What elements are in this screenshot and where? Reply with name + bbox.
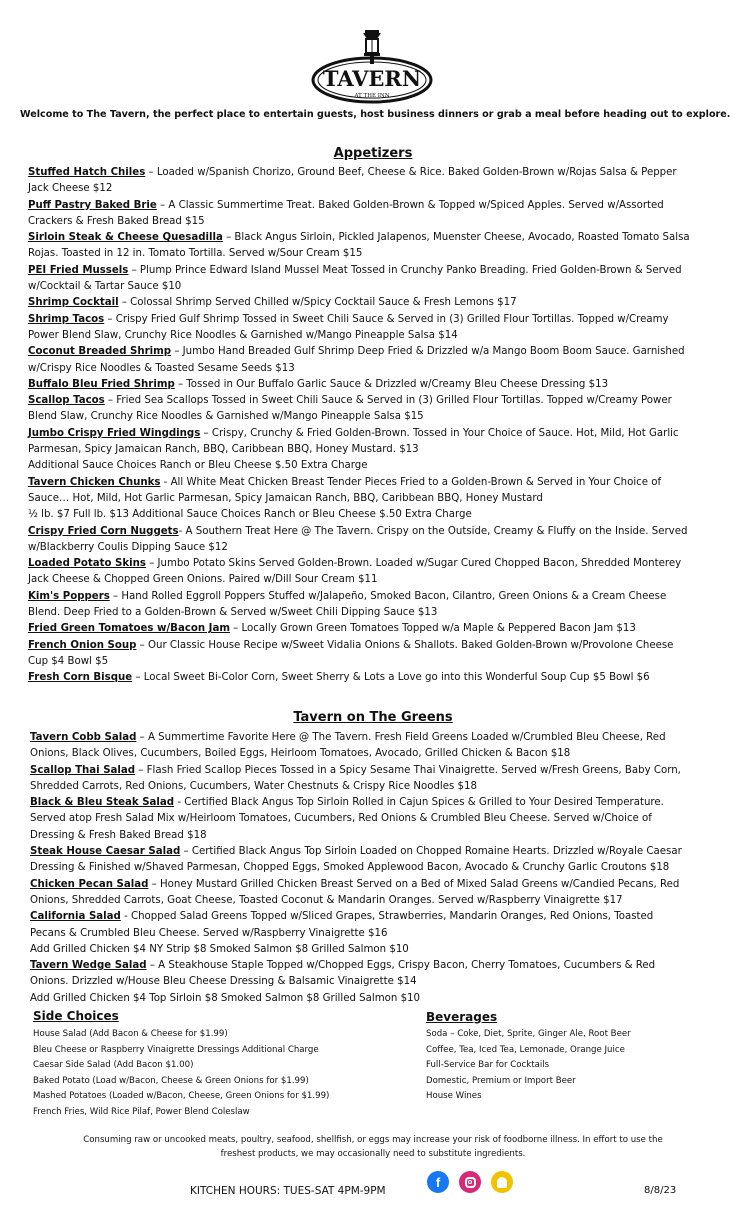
menu-item-description: – Our Classic House Recipe w/Sweet Vidalia Onions & Shallots. Baked Golden-Brown w/Provolone Cheese (136, 639, 674, 651)
menu-item-line (30, 877, 722, 893)
menu-item-description: – Black Angus Sirloin, Pickled Jalapenos, Muenster Cheese, Avocado, Roasted Tomato Salsa (222, 232, 690, 244)
menu-item-description: – Tossed in Our Buffalo Garlic Sauce & Drizzled w/Creamy Bleu Cheese Dressing $13 (174, 378, 609, 390)
menu-item-description: w/Crispy Rice Noodles & Toasted Sesame Seeds $13 (28, 362, 295, 374)
menu-item (30, 730, 722, 763)
menu-item-description: – Jumbo Hand Breaded Gulf Shrimp Deep Fried & Drizzled w/a Mango Boom Boom Sauce. Garnished (171, 346, 685, 358)
menu-item-name: Fried Green Tomatoes w/Bacon Jam (28, 623, 230, 635)
menu-item-line (28, 393, 722, 409)
greens-list (30, 730, 722, 1007)
side-choice-item: Baked Potato (Load w/Bacon, Cheese & Green Onions for $1.99) (33, 1075, 309, 1086)
menu-item (30, 958, 722, 1007)
menu-item-line (28, 524, 722, 540)
menu-item-description: Onions, Black Olives, Cucumbers, Boiled Eggs, Heirloom Tomatoes, Avocado, Grilled Chicken & Bacon $18 (30, 748, 571, 760)
menu-item-name: Steak House Caesar Salad (30, 846, 181, 858)
menu-item-description: w/Cocktail & Tartar Sauce $10 (28, 281, 182, 293)
menu-item-line (28, 361, 722, 377)
menu-item-line (28, 295, 722, 311)
menu-item-line (28, 165, 722, 181)
menu-item-name: Tavern Cobb Salad (30, 732, 137, 743)
beverages-title: Beverages (426, 1010, 498, 1024)
facebook-icon[interactable]: f (427, 1171, 449, 1193)
menu-item-line (30, 974, 722, 990)
menu-item (30, 795, 722, 844)
menu-item-description: – A Steakhouse Staple Topped w/Chopped Eggs, Crispy Bacon, Cherry Tomatoes, Cucumbers & Red (146, 960, 656, 972)
menu-item-line (28, 312, 722, 328)
menu-item-line (30, 860, 722, 876)
beverage-item: Domestic, Premium or Import Beer (426, 1075, 576, 1086)
menu-item-description: Dressing & Fresh Baked Bread $18 (30, 829, 207, 841)
menu-item-description: – Loaded w/Spanish Chorizo, Ground Beef, Cheese & Rice. Baked Golden-Brown w/Rojas Salsa & Pepper (145, 167, 677, 178)
menu-item-line (28, 377, 722, 393)
menu-item-line (30, 730, 722, 746)
beverage-item: Soda – Coke, Diet, Sprite, Ginger Ale, Root Beer (426, 1029, 631, 1039)
side-choice-item: Bleu Cheese or Raspberry Vinaigrette Dressings Additional Charge (33, 1044, 319, 1055)
menu-item-line (28, 328, 722, 344)
menu-item-description: Add Grilled Chicken $4 Top Sirloin $8 Smoked Salmon $8 Grilled Salmon $10 (30, 992, 421, 1004)
menu-item-name: Shrimp Tacos (28, 313, 105, 325)
menu-item-description: - All White Meat Chicken Breast Tender Pieces Fried to a Golden-Brown & Served in Your Choice of (160, 476, 662, 488)
menu-item (28, 295, 722, 311)
menu-item-description: Pecans & Crumbled Bleu Cheese. Served w/Raspberry Vinaigrette $16 (30, 927, 388, 939)
menu-item-description: – A Summertime Favorite Here @ The Tavern. Fresh Field Greens Loaded w/Crumbled Bleu Cheese, Red (136, 732, 666, 743)
welcome-text: Welcome to The Tavern, the perfect place to entertain guests, host business dinners or grab a meal before heading out to explore. (20, 109, 731, 120)
menu-item-description: – Fried Sea Scallops Tossed in Sweet Chili Sauce & Served in (3) Grilled Flour Tortillas. Topped w/Creamy Power (104, 395, 672, 407)
menu-item-line (28, 181, 722, 197)
menu-item-description: – Locally Grown Green Tomatoes Topped w/a Maple & Peppered Bacon Jam $13 (229, 623, 636, 635)
menu-item-line (30, 926, 722, 942)
tavern-logo (310, 28, 434, 108)
beverages-list (426, 1027, 631, 1105)
menu-item-description: – Crispy Fried Gulf Shrimp Tossed in Sweet Chili Sauce & Served in (3) Grilled Flour Tortillas. Topped w/Creamy (104, 313, 669, 325)
menu-item-line (28, 214, 722, 230)
disclaimer-line: freshest products, we may occasionally need to substitute ingredients. (220, 1149, 526, 1159)
menu-item (28, 263, 722, 296)
menu-item (28, 589, 722, 622)
menu-item-line (28, 230, 722, 246)
menu-item-description: – Flash Fried Scallop Pieces Tossed in a Spicy Sesame Thai Vinaigrette. Served w/Fresh Greens, Baby Corn, (135, 764, 681, 776)
menu-item-line (28, 572, 722, 588)
menu-item-description: - Chopped Salad Greens Topped w/Sliced Grapes, Strawberries, Mandarin Oranges, Red Onions, Toasted (120, 911, 654, 923)
menu-item-line (30, 746, 722, 762)
menu-item-name: French Onion Soup (28, 639, 137, 651)
svg-text:TAVERN: TAVERN (322, 66, 422, 91)
menu-item (28, 165, 722, 198)
disclaimer-line: Consuming raw or uncooked meats, poultry, seafood, shellfish, or eggs may increase your risk of foodborne illness. In effort to use the (83, 1135, 663, 1145)
kitchen-hours: KITCHEN HOURS: TUES-SAT 4PM-9PM (190, 1185, 386, 1197)
menu-item-name: California Salad (30, 911, 121, 923)
menu-item-line (28, 198, 722, 214)
menu-item-description: – Plump Prince Edward Island Mussel Meat Tossed in Crunchy Panko Breading. Fried Golden-Brown & Served (128, 264, 682, 276)
menu-item-line (28, 654, 722, 670)
menu-item-line (28, 638, 722, 654)
menu-item-name: Kim's Poppers (28, 590, 110, 602)
menu-date: 8/8/23 (644, 1185, 677, 1196)
menu-item-description: Cup $4 Bowl $5 (28, 655, 109, 667)
side-choice-item: House Salad (Add Bacon & Cheese for $1.99) (33, 1029, 228, 1039)
menu-item-name: Puff Pastry Baked Brie (28, 199, 157, 211)
menu-item-name: Crispy Fried Corn Nuggets (28, 525, 179, 537)
beverage-item: House Wines (426, 1091, 482, 1102)
side-choices-list (33, 1027, 329, 1121)
menu-item-name: Loaded Potato Skins (28, 558, 146, 570)
beverage-item: Full-Service Bar for Cocktails (426, 1060, 550, 1071)
menu-item-line (30, 844, 722, 860)
menu-item-line (30, 958, 722, 974)
menu-item-line (28, 344, 722, 360)
menu-item-line (28, 475, 722, 491)
side-choice-item: Mashed Potatoes (Loaded w/Bacon, Cheese, Green Onions for $1.99) (33, 1091, 330, 1102)
menu-item-description: - A Southern Treat Here @ The Tavern. Crispy on the Outside, Creamy & Fluffy on the Inside. Served (178, 525, 688, 537)
menu-item-description: Add Grilled Chicken $4 NY Strip $8 Smoked Salmon $8 Grilled Salmon $10 (30, 943, 409, 955)
menu-item-description: – Honey Mustard Grilled Chicken Breast Served on a Bed of Mixed Salad Greens w/Candied Pecans, Red (148, 878, 680, 890)
menu-item-line (30, 942, 722, 958)
menu-item-name: Stuffed Hatch Chiles (28, 167, 146, 178)
menu-item-name: PEI Fried Mussels (28, 264, 129, 276)
menu-item-name: Buffalo Bleu Fried Shrimp (28, 378, 175, 390)
menu-item-description: Power Blend Slaw, Crunchy Rice Noodles & Garnished w/Mango Pineapple Salsa $14 (28, 329, 458, 341)
menu-item (28, 475, 722, 524)
menu-item (30, 877, 722, 910)
menu-item-line (28, 279, 722, 295)
menu-item-description: – Crispy, Crunchy & Fried Golden-Brown. Tossed in Your Choice of Sauce. Hot, Mild, Hot Garlic (200, 427, 679, 439)
menu-item-description: – Jumbo Potato Skins Served Golden-Brown. Loaded w/Sugar Cured Chopped Bacon, Shredded Monterey (145, 558, 682, 570)
menu-item (28, 621, 722, 637)
menu-item (28, 377, 722, 393)
menu-item (28, 198, 722, 231)
menu-item-line (28, 621, 722, 637)
menu-item-name: Black & Bleu Steak Salad (30, 797, 175, 809)
menu-item-name: Coconut Breaded Shrimp (28, 346, 172, 358)
menu-item-description: Blend Slaw, Crunchy Rice Noodles & Garnished w/Mango Pineapple Salsa $15 (28, 411, 424, 423)
menu-item (30, 763, 722, 796)
menu-item-description: Sauce… Hot, Mild, Hot Garlic Parmesan, Spicy Jamaican Ranch, BBQ, Caribbean BBQ, Honey Mustard (28, 492, 543, 504)
menu-item-line (28, 246, 722, 262)
menu-item-line (28, 263, 722, 279)
menu-item-line (28, 409, 722, 425)
menu-item (28, 344, 722, 377)
menu-item-description: Served atop Fresh Salad Mix w/Heirloom Tomatoes, Cucumbers, Red Onions & Crumbled Bleu Cheese. Served w/Choice of (30, 813, 652, 825)
menu-item (28, 393, 722, 426)
menu-item (30, 909, 722, 958)
menu-item-line (30, 795, 722, 811)
menu-item-description: Crackers & Fresh Baked Bread $15 (28, 215, 205, 227)
appetizers-title: Appetizers (333, 146, 413, 161)
menu-item-description: – Colossal Shrimp Served Chilled w/Spicy Cocktail Sauce & Fresh Lemons $17 (118, 297, 517, 309)
menu-item-name: Scallop Thai Salad (30, 764, 136, 776)
menu-item (28, 426, 722, 475)
menu-item-description: – A Classic Summertime Treat. Baked Golden-Brown & Topped w/Spiced Apples. Served w/Assorted (156, 199, 664, 211)
svg-text:AT THE INN: AT THE INN (354, 93, 390, 99)
menu-item-line (28, 540, 722, 556)
menu-item-line (28, 605, 722, 621)
menu-item (28, 670, 722, 686)
snapchat-icon[interactable] (491, 1171, 513, 1193)
side-choice-item: Caesar Side Salad (Add Bacon $1.00) (33, 1060, 194, 1071)
menu-item-line (30, 991, 722, 1007)
menu-item (28, 312, 722, 345)
menu-item (28, 556, 722, 589)
menu-item-line (30, 909, 722, 925)
lantern-logo-icon (310, 28, 434, 108)
menu-item-description: Jack Cheese & Chopped Green Onions. Paired w/Dill Sour Cream $11 (28, 574, 378, 586)
menu-item-line (30, 828, 722, 844)
menu-item-name: Scallop Tacos (28, 395, 105, 407)
instagram-icon[interactable] (459, 1171, 481, 1193)
menu-item-description: Onions, Shredded Carrots, Goat Cheese, Toasted Coconut & Mandarin Oranges. Served w/Raspberry Vinaigrette $17 (30, 894, 623, 906)
side-choice-item: French Fries, Wild Rice Pilaf, Power Blend Coleslaw (33, 1106, 250, 1117)
menu-item-description: Parmesan, Spicy Jamaican Ranch, BBQ, Caribbean BBQ, Honey Mustard. $13 (28, 444, 419, 456)
menu-item-description: – Certified Black Angus Top Sirloin Loaded on Chopped Romaine Hearts. Drizzled w/Royale Caesar (180, 846, 682, 858)
menu-item-line (28, 589, 722, 605)
menu-item-line (28, 491, 722, 507)
menu-item-description: Dressing & Finished w/Shaved Parmesan, Chopped Eggs, Smoked Applewood Bacon, Avocado & Crunchy Garlic Croutons $18 (30, 862, 670, 874)
menu-item-line (28, 458, 722, 474)
menu-item-line (28, 556, 722, 572)
menu-item-description: Jack Cheese $12 (28, 183, 113, 195)
menu-item (28, 638, 722, 671)
menu-item-description: Blend. Deep Fried to a Golden-Brown & Served w/Sweet Chili Dipping Sauce $13 (28, 607, 438, 619)
menu-item-name: Tavern Chicken Chunks (28, 476, 161, 488)
menu-item-description: - Certified Black Angus Top Sirloin Rolled in Cajun Spices & Grilled to Your Desired Temperature. (174, 797, 664, 809)
food-safety-disclaimer (40, 1133, 706, 1161)
menu-item-description: Additional Sauce Choices Ranch or Bleu Cheese $.50 Extra Charge (28, 460, 368, 472)
menu-item-name: Shrimp Cocktail (28, 297, 119, 309)
menu-item-line (28, 426, 722, 442)
menu-item-line (30, 811, 722, 827)
menu-item-description: Shredded Carrots, Red Onions, Cucumbers, Water Chestnuts & Crispy Rice Noodles $18 (30, 780, 477, 792)
menu-item-line (30, 893, 722, 909)
menu-item-description: Rojas. Toasted in 12 in. Tomato Tortilla. Served w/Sour Cream $15 (28, 248, 363, 260)
menu-item-name: Tavern Wedge Salad (30, 960, 147, 972)
menu-item-name: Fresh Corn Bisque (28, 672, 133, 684)
beverage-item: Coffee, Tea, Iced Tea, Lemonade, Orange Juice (426, 1044, 625, 1055)
menu-item-name: Jumbo Crispy Fried Wingdings (28, 427, 201, 439)
menu-item-line (30, 763, 722, 779)
menu-item-line (28, 442, 722, 458)
menu-item-line (28, 670, 722, 686)
side-choices-title: Side Choices (33, 1009, 119, 1023)
menu-item (28, 524, 722, 557)
menu-item-description: ½ lb. $7 Full lb. $13 Additional Sauce Choices Ranch or Bleu Cheese $.50 Extra Charge (28, 509, 472, 521)
appetizers-list (28, 165, 722, 687)
greens-title: Tavern on The Greens (293, 710, 453, 725)
menu-item-description: – Local Sweet Bi-Color Corn, Sweet Sherry & Lots a Love go into this Wonderful Soup Cup $5 Bowl $6 (132, 672, 650, 684)
menu-item-description: – Hand Rolled Eggroll Poppers Stuffed w/Jalapeño, Smoked Bacon, Cilantro, Green Onions & a Cream Cheese (109, 590, 667, 602)
menu-item-line (30, 779, 722, 795)
menu-item-line (28, 507, 722, 523)
menu-item (28, 230, 722, 263)
menu-item-name: Chicken Pecan Salad (30, 878, 149, 890)
menu-item-description: w/Blackberry Coulis Dipping Sauce $12 (28, 541, 228, 553)
menu-item (30, 844, 722, 877)
menu-item-name: Sirloin Steak & Cheese Quesadilla (28, 232, 223, 244)
menu-item-description: Onions. Drizzled w/House Bleu Cheese Dressing & Balsamic Vinaigrette $14 (30, 976, 417, 988)
